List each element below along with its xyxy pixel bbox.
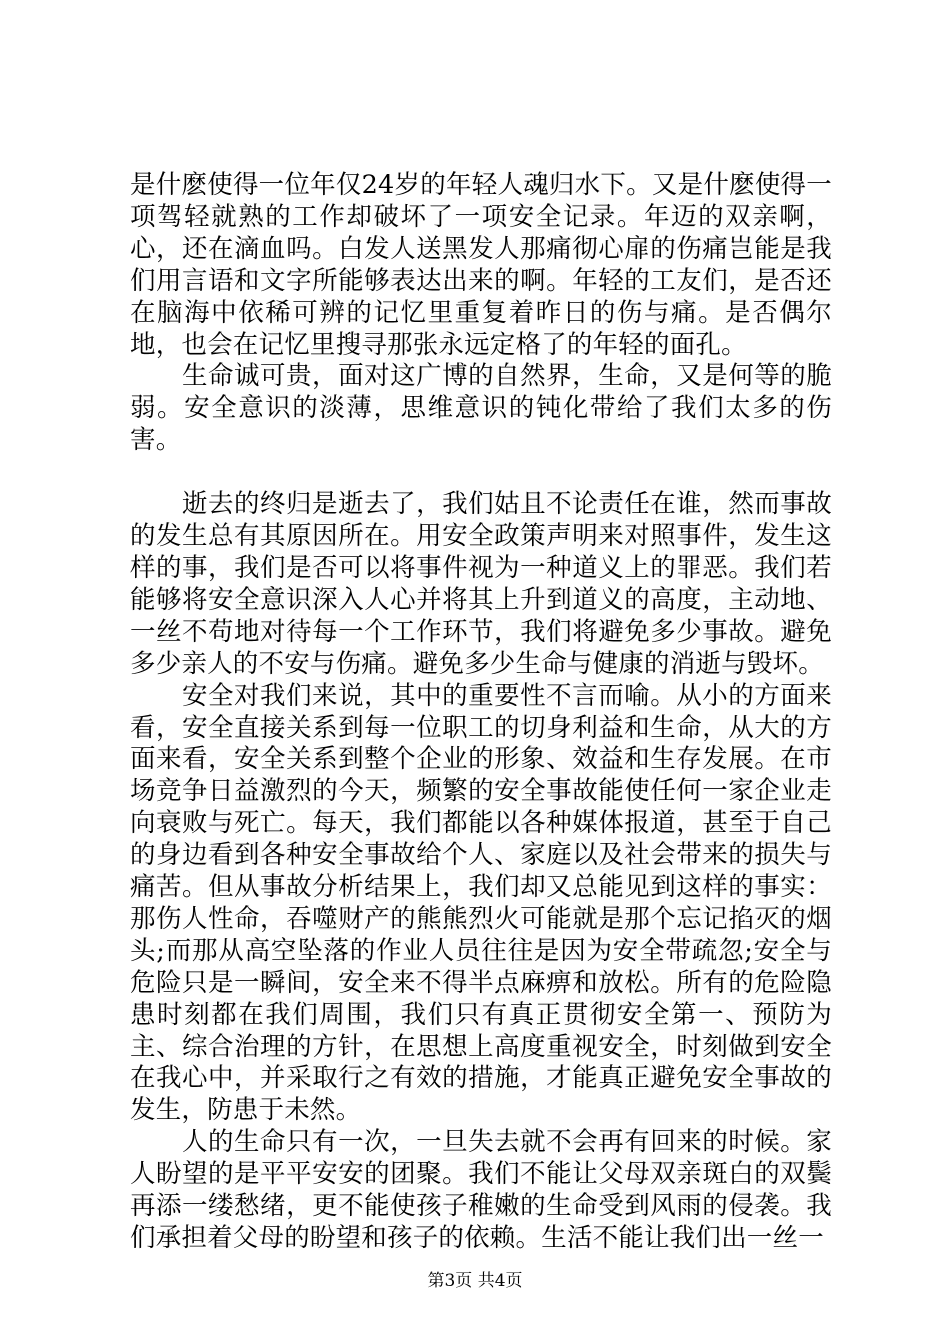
paragraph-2: 生命诚可贵，面对这广博的自然界，生命，又是何等的脆弱。安全意识的淡薄，思维意识的钝化带给了我们太多的伤害。 (130, 361, 832, 456)
paragraph-5: 人的生命只有一次，一旦失去就不会再有回来的时候。家人盼望的是平平安安的团聚。我们不能让父母双亲斑白的双鬓再添一缕愁绪，更不能使孩子稚嫩的生命受到风雨的侵袭。我们承担着父母的盼望和孩子的依赖。生活不能让我们出一丝一 (130, 1127, 832, 1253)
paragraph-gap (130, 457, 832, 489)
page-footer: 第3页 共4页 (427, 1271, 523, 1291)
paragraph-1: 是什麽使得一位年仅24岁的年轻人魂归水下。又是什麽使得一项驾轻就熟的工作却破坏了一项安全记录。年迈的双亲啊，心，还在滴血吗。白发人送黑发人那痛彻心扉的伤痛岂能是我们用言语和文字所能够表达出来的啊。年轻的工友们，是否还在脑海中依稀可辨的记忆里重复着昨日的伤与痛。是否偶尔地，也会在记忆里搜寻那张永远定格了的年轻的面孔。 (130, 170, 832, 360)
document-body (130, 170, 832, 1255)
paragraph-4: 安全对我们来说，其中的重要性不言而喻。从小的方面来看，安全直接关系到每一位职工的切身利益和生命，从大的方面来看，安全关系到整个企业的形象、效益和生存发展。在市场竞争日益激烈的今天，频繁的安全事故能使任何一家企业走向衰败与死亡。每天，我们都能以各种媒体报道，甚至于自己的身边看到各种安全事故给个人、家庭以及社会带来的损失与痛苦。但从事故分析结果上，我们却又总能见到这样的事实：那伤人性命，吞噬财产的熊熊烈火可能就是那个忘记掐灭的烟头;而那从高空坠落的作业人员往往是因为安全带疏忽;安全与危险只是一瞬间，安全来不得半点麻痹和放松。所有的危险隐患时刻都在我们周围，我们只有真正贯彻安全第一、预防为主、综合治理的方针，在思想上高度重视安全，时刻做到安全在我心中，并采取行之有效的措施，才能真正避免安全事故的发生，防患于未然。 (130, 680, 832, 1126)
paragraph-3: 逝去的终归是逝去了，我们姑且不论责任在谁，然而事故的发生总有其原因所在。用安全政策声明来对照事件，发生这样的事，我们是否可以将事件视为一种道义上的罪恶。我们若能够将安全意识深入人心并将其上升到道义的高度，主动地、一丝不苟地对待每一个工作环节，我们将避免多少事故。避免多少亲人的不安与伤痛。避免多少生命与健康的消逝与毁坏。 (130, 489, 832, 679)
